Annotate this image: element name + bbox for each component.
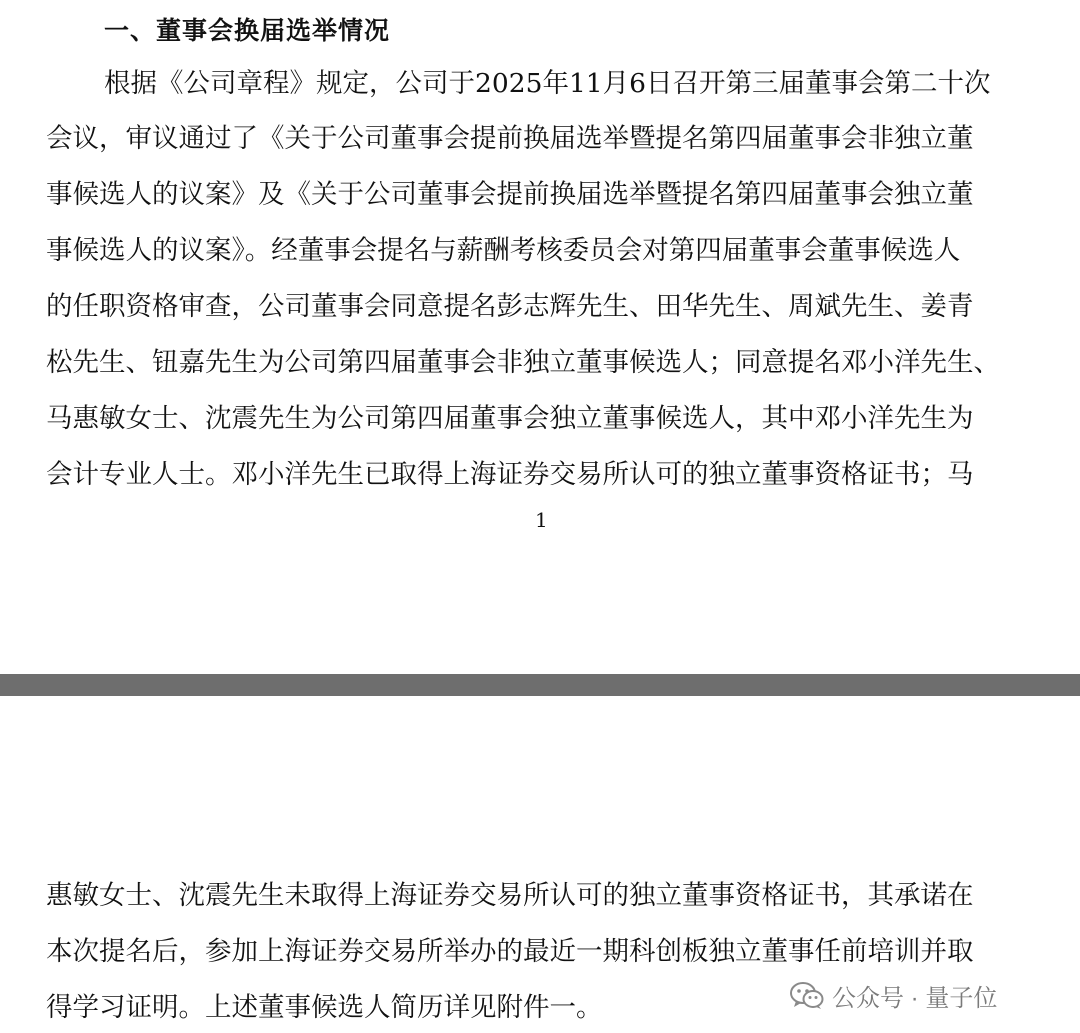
paragraph-line: 马惠敏女士、沈震先生为公司第四届董事会独立董事候选人，其中邓小洋先生为 — [46, 403, 974, 434]
paragraph-line: 松先生、钮嘉先生为公司第四届董事会非独立董事候选人；同意提名邓小洋先生、 — [46, 347, 1000, 378]
paragraph-line: 事候选人的议案》。经董事会提名与薪酬考核委员会对第四届董事会董事候选人 — [46, 235, 961, 266]
paragraph-line: 惠敏女士、沈震先生未取得上海证券交易所认可的独立董事资格证书，其承诺在 — [46, 880, 974, 911]
watermark-text: 公众号 · 量子位 — [832, 985, 998, 1012]
paragraph-line: 的任职资格审查，公司董事会同意提名彭志辉先生、田华先生、周斌先生、姜青 — [46, 291, 974, 322]
page-break-divider — [0, 674, 1080, 696]
paragraph-line: 事候选人的议案》及《关于公司董事会提前换届选举暨提名第四届董事会独立董 — [46, 179, 974, 210]
wechat-icon — [790, 982, 824, 1010]
paragraph-line: 会议，审议通过了《关于公司董事会提前换届选举暨提名第四届董事会非独立董 — [46, 123, 974, 154]
paragraph-line: 得学习证明。上述董事候选人简历详见附件一。 — [46, 992, 603, 1023]
watermark — [790, 978, 997, 1013]
paragraph-line: 根据《公司章程》规定，公司于2025年11月6日召开第三届董事会第二十次 — [104, 68, 991, 99]
paragraph-line: 本次提名后，参加上海证券交易所举办的最近一期科创板独立董事任前培训并取 — [46, 936, 974, 967]
paragraph-line: 会计专业人士。邓小洋先生已取得上海证券交易所认可的独立董事资格证书；马 — [46, 459, 974, 490]
page-number: 1 — [535, 508, 548, 532]
section-heading: 一、董事会换届选举情况 — [104, 16, 391, 45]
